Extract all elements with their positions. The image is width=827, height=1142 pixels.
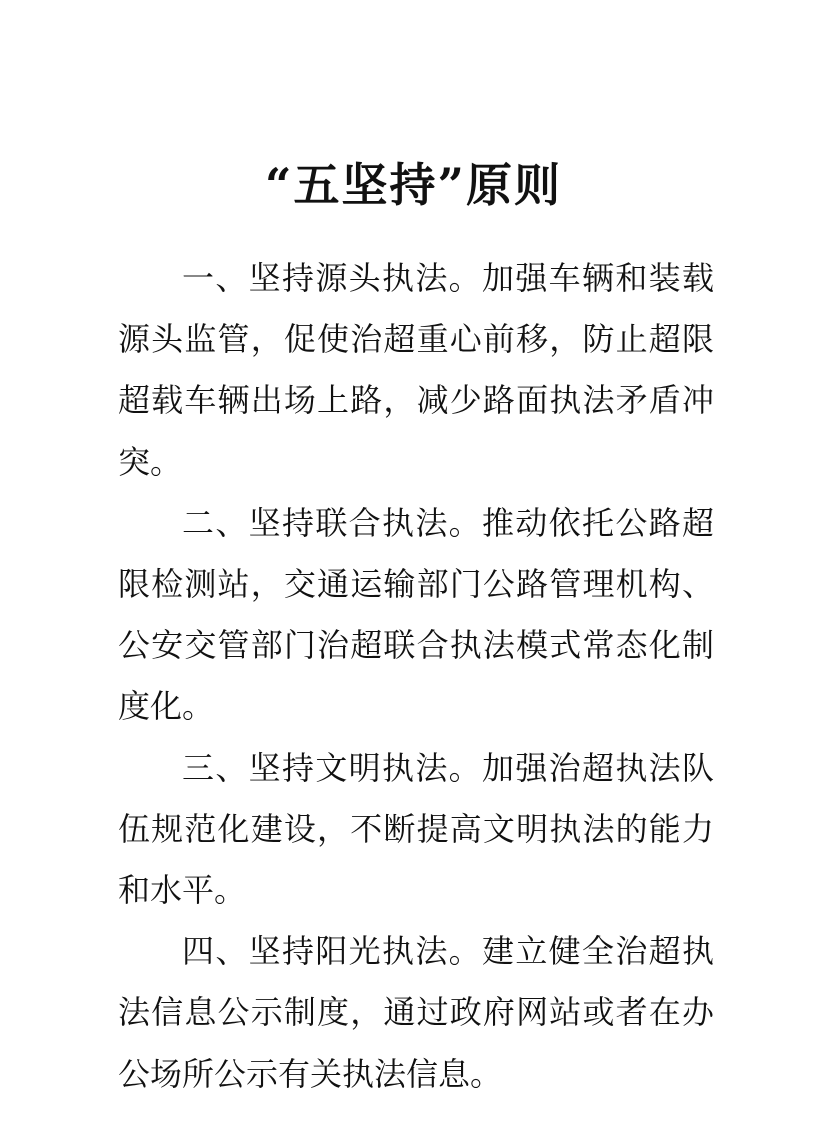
document-title: “五坚持”原则 bbox=[265, 158, 562, 212]
paragraph-civilized-enforcement: 三、坚持文明执法。加强治超执法队伍规范化建设，不断提高文明执法的能力和水平。 bbox=[118, 748, 714, 910]
paragraph-transparent-enforcement: 四、坚持阳光执法。建立健全治超执法信息公示制度，通过政府网站或者在办公场所公示有关执法信息。 bbox=[118, 932, 714, 1093]
document-body bbox=[118, 248, 714, 1105]
paragraph-joint-enforcement: 二、坚持联合执法。推动依托公路超限检测站，交通运输部门公路管理机构、公安交管部门治超联合执法模式常态化制度化。 bbox=[118, 503, 714, 726]
paragraph-source-enforcement: 一、坚持源头执法。加强车辆和装载源头监管，促使治超重心前移，防止超限超载车辆出场上路，减少路面执法矛盾冲突。 bbox=[118, 259, 714, 481]
